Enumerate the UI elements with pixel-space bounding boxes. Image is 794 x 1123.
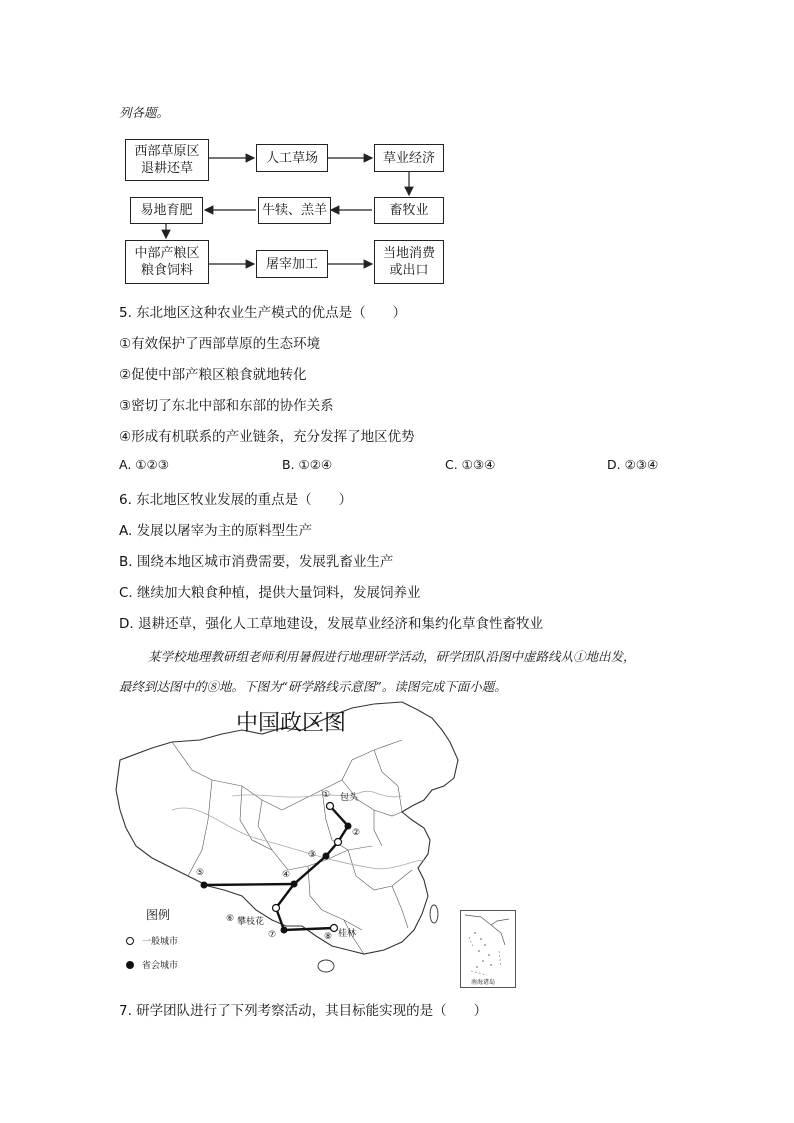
route-north-west <box>204 806 348 885</box>
flow-node-grass-economy: 草业经济 <box>374 144 444 172</box>
label-guilin: 桂林 <box>338 929 357 939</box>
point-8-marker <box>331 925 338 932</box>
flow-node-consumption: 当地消费 或出口 <box>374 240 444 284</box>
route-map <box>112 700 522 990</box>
south-china-sea-inset <box>460 910 516 988</box>
label-point-5: ⑤ <box>196 868 205 878</box>
q6-option-c: C. 继续加大粮食种植，提供大量饲料，发展饲养业 <box>119 585 421 601</box>
point-5-marker <box>201 882 208 889</box>
flow-node-fertile: 易地育肥 <box>130 197 203 224</box>
q7-stem: 7. 研学团队进行了下列考察活动，其目标能实现的是（ ） <box>119 1003 488 1019</box>
flow-node-west: 西部草原区 退耕还草 <box>125 139 209 181</box>
point-3-marker <box>335 839 342 846</box>
yellow-river <box>232 791 402 797</box>
passage-line-1: 某学校地理教研组老师利用暑假进行地理研学活动，研学团队沿图中虚路线从①地出发， <box>148 649 636 664</box>
label-point-3: ③ <box>308 850 317 860</box>
intro-tail: 列各题。 <box>119 105 170 120</box>
taiwan-island <box>430 905 438 923</box>
flow-node-artificial-grass: 人工草场 <box>256 144 328 172</box>
q5-item-1: ①有效保护了西部草原的生态环境 <box>119 336 321 352</box>
passage-line-2: 最终到达图中的⑧地。下图为“研学路线示意图”。读图完成下面小题。 <box>119 679 507 694</box>
yangtze-river <box>172 808 424 869</box>
inset-label: 南海诸岛 <box>471 979 496 986</box>
legend-capital-marker <box>126 961 134 969</box>
route-south <box>276 884 334 930</box>
q5-item-2: ②促使中部产粮区粮食就地转化 <box>119 367 307 383</box>
flow-node-cattle-sheep: 牛犊、羔羊 <box>258 197 331 224</box>
label-panzhihua: 攀枝花 <box>237 917 265 927</box>
q6-option-a: A. 发展以屠宰为主的原料型生产 <box>119 523 313 539</box>
legend-general-marker <box>126 937 134 945</box>
point-4-marker <box>291 881 298 888</box>
map-legend <box>120 906 210 976</box>
map-title: 中国政区图 <box>236 711 347 736</box>
point-1-marker <box>327 803 334 810</box>
label-point-4: ④ <box>282 870 291 880</box>
legend-capital-label: 省会城市 <box>142 961 179 971</box>
q5-option-d: D. ②③④ <box>607 457 659 472</box>
legend-title: 图例 <box>146 908 171 922</box>
label-point-6: ⑥ <box>226 914 235 924</box>
inset-graphic <box>461 911 515 987</box>
flow-node-slaughter: 屠宰加工 <box>256 250 328 278</box>
hainan-island <box>318 960 334 972</box>
point-2-marker <box>345 823 352 830</box>
q5-item-3: ③密切了东北中部和东部的协作关系 <box>119 398 334 414</box>
legend-general-label: 一般城市 <box>142 937 179 947</box>
label-point-7: ⑦ <box>268 930 277 940</box>
label-baotou: 包头 <box>340 793 359 803</box>
q5-stem: 5. 东北地区这种农业生产模式的优点是（ ） <box>119 305 407 321</box>
label-point-2: ② <box>352 828 361 838</box>
q5-item-4: ④形成有机联系的产业链条，充分发挥了地区优势 <box>119 429 415 445</box>
q5-option-b: B. ①②④ <box>282 457 333 472</box>
q6-option-d: D. 退耕还草，强化人工草地建设，发展草业经济和集约化草食性畜牧业 <box>119 616 543 632</box>
label-point-1: ① <box>322 790 331 800</box>
q5-option-a: A. ①②③ <box>119 457 169 472</box>
point-7-marker <box>281 927 288 934</box>
flow-node-livestock: 畜牧业 <box>374 197 444 224</box>
flow-node-central: 中部产粮区 粮食饲料 <box>125 240 209 284</box>
label-point-8: ⑧ <box>324 932 333 942</box>
q5-option-c: C. ①③④ <box>445 457 496 472</box>
point-6-marker <box>273 905 280 912</box>
q6-option-b: B. 围绕本地区城市消费需要，发展乳畜业生产 <box>119 554 394 570</box>
q6-stem: 6. 东北地区牧业发展的重点是（ ） <box>119 492 353 508</box>
point-4a-marker <box>323 853 330 860</box>
